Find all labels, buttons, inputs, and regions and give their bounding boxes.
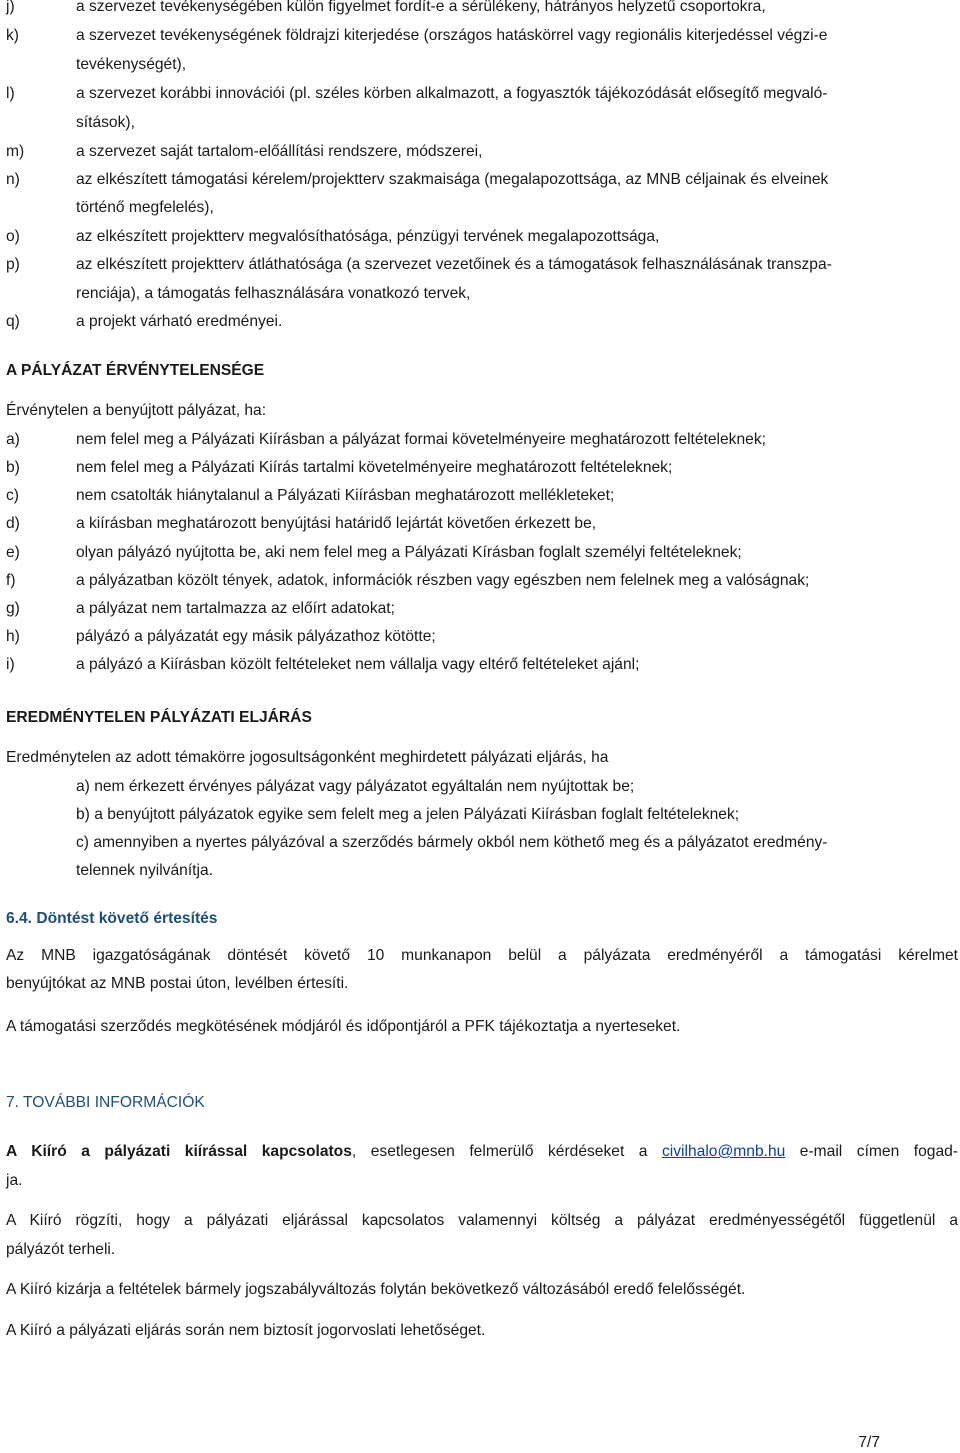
invalid-heading: A PÁLYÁZAT ÉRVÉNYTELENSÉGE	[6, 362, 265, 379]
section-6-4-heading: 6.4. Döntést követő értesítés	[6, 910, 218, 927]
invalid-intro: Érvénytelen a benyújtott pályázat, ha:	[6, 402, 267, 419]
section-6-4-paragraph-1: Az MNB igazgatóságának döntését követő 10 munkanapon belül a pályázata eredményéről a támogatási kérelmet	[6, 947, 958, 964]
section-7-paragraph-4: A Kiíró a pályázati eljárás során nem biztosít jogorvoslati lehetőséget.	[6, 1322, 486, 1339]
section-6-4-paragraph-2: A támogatási szerződés megkötésének módjáról és időpontjáról a PFK tájékoztatja a nyerteseket.	[6, 1018, 681, 1035]
section-7-paragraph-1-line-2: ja.	[6, 1172, 23, 1189]
section-7-paragraph-3: A Kiíró kizárja a feltételek bármely jogszabályváltozás folytán bekövetkező változásából eredő felelősségét.	[6, 1281, 746, 1298]
email-link[interactable]: civilhalo@mnb.hu	[661, 1143, 786, 1160]
section-7-paragraph-2-line-2: pályázót terheli.	[6, 1241, 116, 1258]
unsuccessful-heading: EREDMÉNYTELEN PÁLYÁZATI ELJÁRÁS	[6, 709, 312, 726]
section-6-4-paragraph-1-line-2: benyújtókat az MNB postai úton, levélben értesíti.	[6, 975, 349, 992]
page-number: 7/7	[858, 1434, 880, 1451]
section-7-paragraph-1: A Kiíró a pályázati kiírással kapcsolatos, esetlegesen felmerülő kérdéseket a civilhalo@mnb.hu e-mail címen fogad-	[6, 1143, 958, 1160]
section-7-paragraph-2: A Kiíró rögzíti, hogy a pályázati eljárással kapcsolatos valamennyi költség a pályázat eredményességétől függetlenül a	[6, 1212, 958, 1229]
section-7-heading: 7. TOVÁBBI INFORMÁCIÓK	[6, 1094, 205, 1111]
unsuccessful-intro: Eredménytelen az adott témakörre jogosultságonként meghirdetett pályázati eljárás, ha	[6, 749, 609, 766]
